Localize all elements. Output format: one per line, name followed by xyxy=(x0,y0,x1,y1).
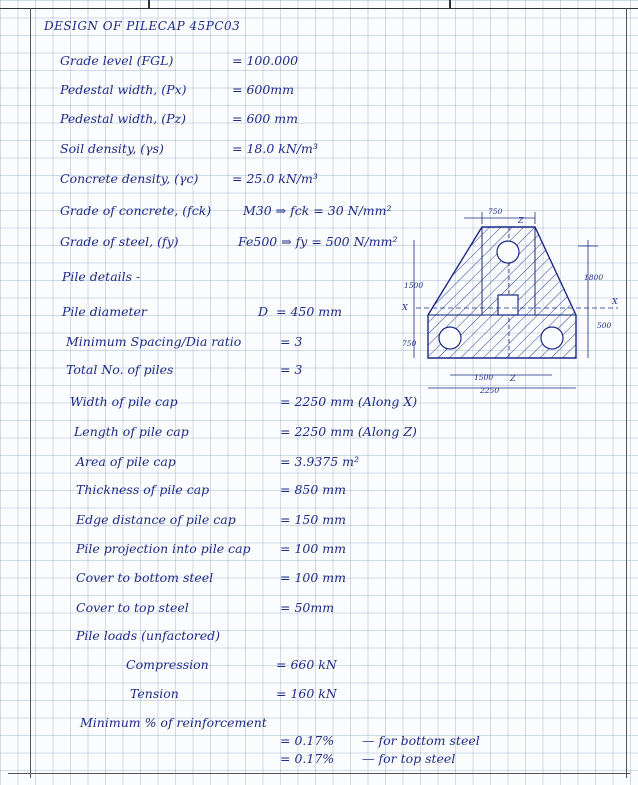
dim-top-label: 750 xyxy=(488,207,503,216)
pile-detail-label-piles: Total No. of piles xyxy=(66,362,174,377)
pile-detail-label-width: Width of pile cap xyxy=(70,394,178,409)
pile-detail-value-width: = 2250 mm (Along X) xyxy=(280,394,418,409)
reinforcement-value-bottom: = 0.17% xyxy=(280,733,335,748)
page-title: DESIGN OF PILECAP 45PC03 xyxy=(44,19,241,33)
dim-left-total-label: 1500 xyxy=(404,281,424,290)
pedestal-square xyxy=(498,295,518,315)
page-top-border xyxy=(0,0,638,9)
load-label-tension: Tension xyxy=(130,686,179,701)
param-value-concrete-grade: M30 ⇒ fck = 30 N/mm² xyxy=(243,203,392,218)
pile-detail-value-cover-bottom: = 100 mm xyxy=(280,570,346,585)
axis-z-top: Z xyxy=(518,216,524,225)
pile-detail-label-length: Length of pile cap xyxy=(74,424,189,439)
left-margin-line xyxy=(30,8,31,778)
dim-right-lower-label: 500 xyxy=(597,321,612,330)
param-value-px: = 600mm xyxy=(232,82,295,97)
dim-left xyxy=(401,240,423,358)
pile-cap-sketch xyxy=(392,200,628,410)
pile-loads-heading: Pile loads (unfactored) xyxy=(76,628,221,643)
param-value-pz: = 600 mm xyxy=(232,111,298,126)
pile-details-heading: Pile details - xyxy=(62,269,141,284)
param-label-concrete-grade: Grade of concrete, (fck) xyxy=(60,203,212,218)
param-label-steel-grade: Grade of steel, (fy) xyxy=(60,234,179,249)
dim-top xyxy=(464,207,535,225)
pile-detail-value-edge: = 150 mm xyxy=(280,512,346,527)
reinforcement-note-bottom: — for bottom steel xyxy=(362,733,480,748)
param-value-steel-grade: Fe500 ⇒ fy = 500 N/mm² xyxy=(238,234,398,249)
param-label-px: Pedestal width, (Px) xyxy=(60,82,187,97)
param-label-pz: Pedestal width, (Pz) xyxy=(60,111,186,126)
param-label-soil-density: Soil density, (γs) xyxy=(60,141,164,156)
axis-x-right: X xyxy=(612,297,618,306)
pile-detail-label-area: Area of pile cap xyxy=(76,454,176,469)
pile-detail-value-cover-top: = 50mm xyxy=(280,600,335,615)
load-value-compression: = 660 kN xyxy=(276,657,337,672)
dim-bottom xyxy=(428,373,576,395)
pile-detail-value-area: = 3.9375 m² xyxy=(280,454,360,469)
axis-z-bottom: Z xyxy=(510,374,516,383)
dim-bottom-inner-label: 1500 xyxy=(474,373,494,382)
dim-right-total-label: 1800 xyxy=(584,273,604,282)
param-value-fgl: = 100.000 xyxy=(232,53,299,68)
pile-detail-label-thickness: Thickness of pile cap xyxy=(76,482,210,497)
param-value-soil-density: = 18.0 kN/m³ xyxy=(232,141,318,156)
pile-detail-label-spacing: Minimum Spacing/Dia ratio xyxy=(66,334,242,349)
load-label-compression: Compression xyxy=(126,657,209,672)
param-label-fgl: Grade level (FGL) xyxy=(60,53,174,68)
dim-left-lower-label: 750 xyxy=(402,339,417,348)
pile-detail-value-projection: = 100 mm xyxy=(280,541,346,556)
pile-detail-value-spacing: = 3 xyxy=(280,334,303,349)
dim-bottom-total-label: 2250 xyxy=(480,386,500,395)
pile-detail-label-projection: Pile projection into pile cap xyxy=(76,541,251,556)
pile-diameter-label: Pile diameter xyxy=(62,304,147,319)
pile-diameter-value: = 450 mm xyxy=(276,304,342,319)
pile-detail-value-length: = 2250 mm (Along Z) xyxy=(280,424,417,439)
param-label-concrete-density: Concrete density, (γc) xyxy=(60,171,199,186)
pile-detail-label-cover-top: Cover to top steel xyxy=(76,600,189,615)
axis-x-left: X xyxy=(402,303,408,312)
pile-detail-label-cover-bottom: Cover to bottom steel xyxy=(76,570,214,585)
bottom-margin-line xyxy=(8,773,630,774)
reinforcement-label: Minimum % of reinforcement xyxy=(80,715,267,730)
pile-detail-label-edge: Edge distance of pile cap xyxy=(76,512,236,527)
reinforcement-note-top: — for top steel xyxy=(362,751,456,766)
pile-detail-value-thickness: = 850 mm xyxy=(280,482,346,497)
load-value-tension: = 160 kN xyxy=(276,686,337,701)
reinforcement-value-top: = 0.17% xyxy=(280,751,335,766)
pile-diameter-symbol: D xyxy=(258,304,269,319)
param-value-concrete-density: = 25.0 kN/m³ xyxy=(232,171,318,186)
pile-detail-value-piles: = 3 xyxy=(280,362,303,377)
